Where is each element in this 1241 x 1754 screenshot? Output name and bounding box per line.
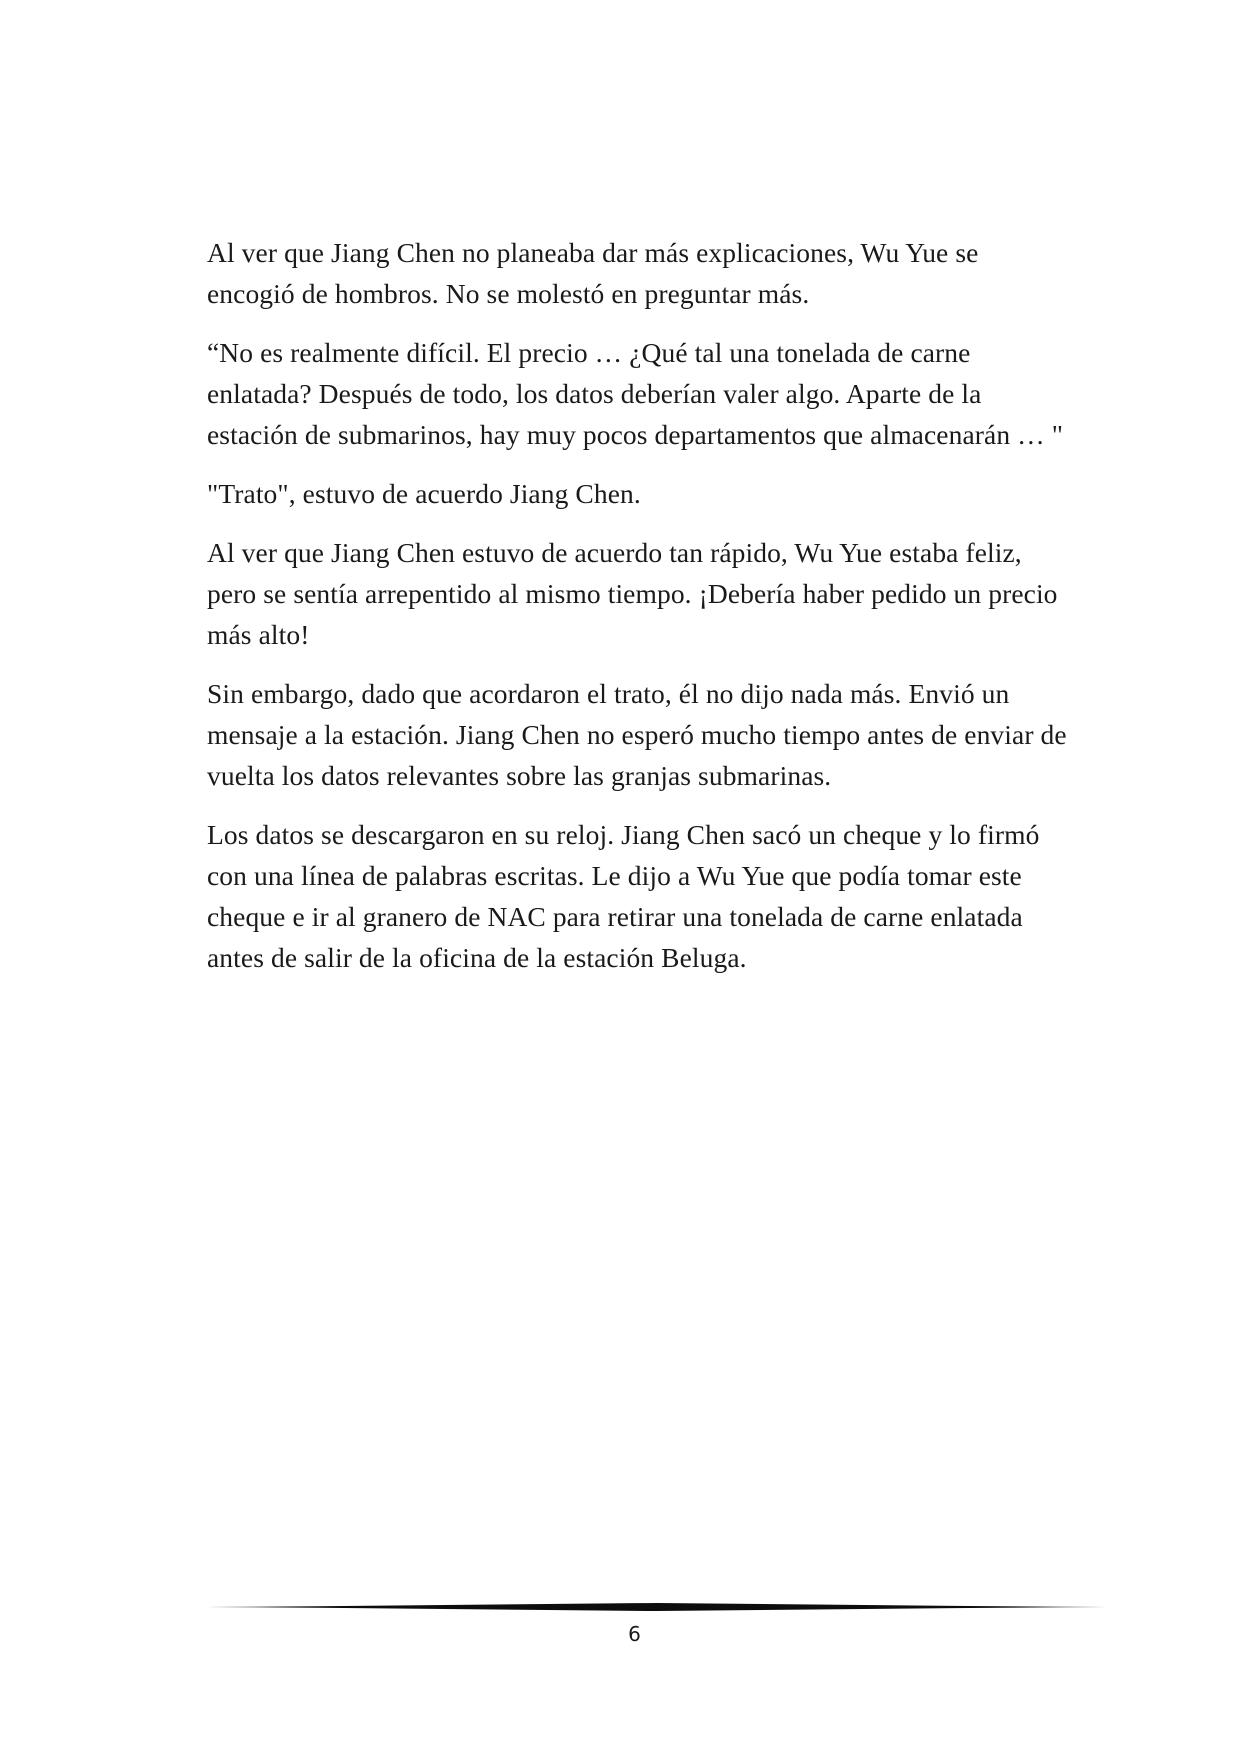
body-text [207,232,1067,996]
paragraph-6: Los datos se descargaron en su reloj. Jiang Chen sacó un cheque y lo firmó con una línea de palabras escritas. Le dijo a Wu Yue que podía tomar este cheque e ir al granero de NAC para retirar una tonelada de carne enlatada antes de salir de la oficina de la estación Beluga. [207,819,1040,973]
paragraph-3: "Trato", estuvo de acuerdo Jiang Chen. [207,478,641,509]
page-number: 6 [628,1622,641,1646]
footer-divider [207,1600,1107,1614]
paragraph-1: Al ver que Jiang Chen no planeaba dar más explicaciones, Wu Yue se encogió de hombros. No se molestó en preguntar más. [207,237,979,309]
paragraph-2: “No es realmente difícil. El precio … ¿Qué tal una tonelada de carne enlatada? Después de todo, los datos deberían valer algo. Aparte de la estación de submarinos, hay muy pocos departamentos que almacenarán … " [207,337,1064,450]
paragraph-4: Al ver que Jiang Chen estuvo de acuerdo tan rápido, Wu Yue estaba feliz, pero se sentía arrepentido al mismo tiempo. ¡Debería haber pedido un precio más alto! [207,537,1058,650]
paragraph-5: Sin embargo, dado que acordaron el trato, él no dijo nada más. Envió un mensaje a la estación. Jiang Chen no esperó mucho tiempo antes de enviar de vuelta los datos relevantes sobre las granjas submarinas. [207,678,1067,791]
